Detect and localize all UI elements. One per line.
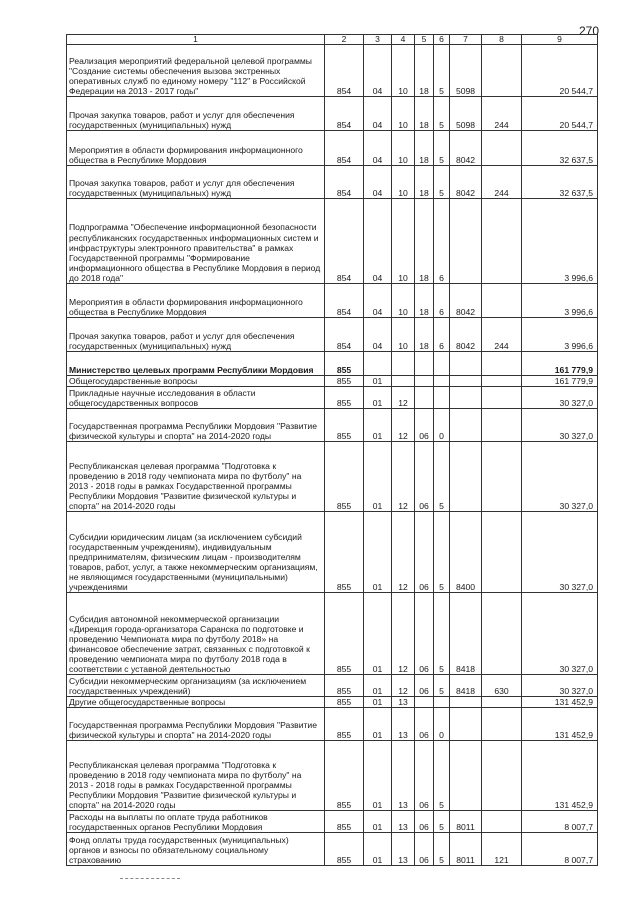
row-code-c2: 855 (325, 442, 364, 512)
row-code-c7: 8042 (450, 131, 482, 166)
row-code-c8 (482, 45, 522, 97)
row-code-c2: 854 (325, 284, 364, 318)
row-code-c4: 10 (392, 131, 415, 166)
row-amount: 30 327,0 (522, 675, 598, 697)
row-code-c2: 855 (325, 697, 364, 708)
row-code-c6: 5 (434, 593, 450, 675)
row-amount: 30 327,0 (522, 442, 598, 512)
row-code-c6 (434, 697, 450, 708)
row-code-c4: 13 (392, 697, 415, 708)
row-code-c4: 12 (392, 593, 415, 675)
row-code-c5 (415, 376, 434, 387)
table-row (67, 833, 598, 866)
row-code-c2: 854 (325, 199, 364, 284)
row-code-c5: 06 (415, 811, 434, 833)
header-row (67, 35, 598, 45)
table-row (67, 45, 598, 97)
row-code-c8: 244 (482, 166, 522, 199)
row-code-c8 (482, 199, 522, 284)
row-code-c7: 5098 (450, 45, 482, 97)
row-code-c6: 0 (434, 409, 450, 442)
table-row (67, 675, 598, 697)
row-code-c6: 5 (434, 166, 450, 199)
row-code-c2: 855 (325, 833, 364, 866)
row-code-c5: 06 (415, 675, 434, 697)
row-amount: 30 327,0 (522, 409, 598, 442)
row-amount: 8 007,7 (522, 833, 598, 866)
row-code-c6: 6 (434, 318, 450, 352)
row-code-c8 (482, 284, 522, 318)
row-code-c5: 06 (415, 708, 434, 741)
row-description: Подпрограмма "Обеспечение информационной безопасности республиканских государственных информационных систем и инфраструктуры электронного правительства" в рамках Государственной программы "Формирование информационного общества в Республике Мордовия в период до 2018 года" (67, 199, 325, 284)
row-code-c4: 13 (392, 741, 415, 811)
row-code-c6: 6 (434, 199, 450, 284)
row-code-c6: 5 (434, 97, 450, 131)
row-amount: 3 996,6 (522, 199, 598, 284)
row-amount: 3 996,6 (522, 284, 598, 318)
row-code-c7 (450, 442, 482, 512)
row-amount: 30 327,0 (522, 387, 598, 409)
col-header: 1 (67, 35, 325, 45)
row-code-c2: 854 (325, 166, 364, 199)
row-code-c2: 854 (325, 318, 364, 352)
row-code-c2: 855 (325, 352, 364, 376)
row-code-c8 (482, 387, 522, 409)
row-description: Министерство целевых программ Республики Мордовия (67, 352, 325, 376)
row-code-c2: 855 (325, 512, 364, 593)
row-description: Фонд оплаты труда государственных (муниципальных) органов и взносы по обязательному социальному страхованию (67, 833, 325, 866)
row-code-c5: 06 (415, 833, 434, 866)
row-description: Республиканская целевая программа "Подготовка к проведению в 2018 году чемпионата мира по футболу" на 2013 - 2018 годы в рамках Государственной программы Республики Мордовия "Развитие физической культуры и спорта" на 2014-2020 годы (67, 741, 325, 811)
row-code-c4: 10 (392, 166, 415, 199)
row-amount: 30 327,0 (522, 593, 598, 675)
row-description: Государственная программа Республики Мордовия "Развитие физической культуры и спорта" на 2014-2020 годы (67, 409, 325, 442)
row-code-c3: 04 (364, 318, 392, 352)
table-row (67, 387, 598, 409)
col-header: 2 (325, 35, 364, 45)
row-code-c5: 06 (415, 741, 434, 811)
row-code-c4: 12 (392, 387, 415, 409)
row-amount: 8 007,7 (522, 811, 598, 833)
table-row (67, 697, 598, 708)
table-row (67, 376, 598, 387)
row-code-c5: 06 (415, 512, 434, 593)
row-code-c6 (434, 387, 450, 409)
row-code-c5 (415, 697, 434, 708)
row-code-c2: 855 (325, 811, 364, 833)
row-code-c7: 8400 (450, 512, 482, 593)
row-code-c8: 630 (482, 675, 522, 697)
table-row (67, 284, 598, 318)
row-code-c3: 04 (364, 284, 392, 318)
row-description: Государственная программа Республики Мордовия "Развитие физической культуры и спорта" на 2014-2020 годы (67, 708, 325, 741)
row-code-c2: 855 (325, 741, 364, 811)
row-code-c5: 18 (415, 166, 434, 199)
row-code-c4: 12 (392, 442, 415, 512)
row-description: Мероприятия в области формирования информационного общества в Республике Мордовия (67, 131, 325, 166)
row-code-c5: 06 (415, 409, 434, 442)
table-row (67, 131, 598, 166)
row-code-c7: 8042 (450, 318, 482, 352)
row-code-c8 (482, 376, 522, 387)
row-code-c6: 5 (434, 833, 450, 866)
row-description: Мероприятия в области формирования информационного общества в Республике Мордовия (67, 284, 325, 318)
row-code-c7 (450, 708, 482, 741)
row-code-c6: 6 (434, 284, 450, 318)
row-code-c8 (482, 131, 522, 166)
row-code-c3: 04 (364, 45, 392, 97)
row-code-c5 (415, 387, 434, 409)
row-code-c2: 854 (325, 45, 364, 97)
table-row (67, 708, 598, 741)
table-row (67, 741, 598, 811)
row-code-c2: 855 (325, 409, 364, 442)
row-amount: 3 996,6 (522, 318, 598, 352)
row-code-c7: 8011 (450, 833, 482, 866)
row-code-c8 (482, 741, 522, 811)
row-code-c4: 10 (392, 318, 415, 352)
row-code-c5: 18 (415, 284, 434, 318)
row-code-c3 (364, 352, 392, 376)
row-code-c2: 854 (325, 97, 364, 131)
table-row (67, 811, 598, 833)
row-description: Реализация мероприятий федеральной целевой программы "Создание системы обеспечения вызова экстренных оперативных служб по единому номеру "112" в Российской Федерации на 2013 - 2017 годы" (67, 45, 325, 97)
row-code-c6 (434, 376, 450, 387)
row-amount: 32 637,5 (522, 131, 598, 166)
row-code-c3: 01 (364, 376, 392, 387)
row-code-c8: 244 (482, 318, 522, 352)
row-amount: 32 637,5 (522, 166, 598, 199)
row-code-c7 (450, 387, 482, 409)
row-amount: 20 544,7 (522, 97, 598, 131)
row-code-c4 (392, 352, 415, 376)
row-code-c3: 04 (364, 199, 392, 284)
row-code-c6: 5 (434, 442, 450, 512)
row-code-c3: 01 (364, 409, 392, 442)
budget-table (66, 34, 598, 866)
row-code-c7: 8011 (450, 811, 482, 833)
row-code-c2: 854 (325, 131, 364, 166)
row-code-c3: 01 (364, 387, 392, 409)
row-code-c6: 5 (434, 512, 450, 593)
row-description: Общегосударственные вопросы (67, 376, 325, 387)
row-description: Субсидии некоммерческим организациям (за исключением государственных учреждений) (67, 675, 325, 697)
table-row (67, 199, 598, 284)
row-code-c4: 10 (392, 45, 415, 97)
row-code-c6: 5 (434, 741, 450, 811)
row-description: Другие общегосударственные вопросы (67, 697, 325, 708)
page-number: 270 (579, 24, 600, 38)
row-code-c8 (482, 409, 522, 442)
col-header: 6 (434, 35, 450, 45)
row-code-c8 (482, 352, 522, 376)
row-code-c3: 04 (364, 166, 392, 199)
row-code-c3: 01 (364, 697, 392, 708)
row-description: Прочая закупка товаров, работ и услуг для обеспечения государственных (муниципальных) нужд (67, 318, 325, 352)
row-code-c7: 8042 (450, 166, 482, 199)
row-code-c3: 01 (364, 708, 392, 741)
col-header: 8 (482, 35, 522, 45)
row-code-c8 (482, 697, 522, 708)
col-header: 5 (415, 35, 434, 45)
row-code-c7 (450, 741, 482, 811)
row-code-c5: 18 (415, 45, 434, 97)
table-row (67, 593, 598, 675)
row-description: Прикладные научные исследования в области общегосударственных вопросов (67, 387, 325, 409)
row-code-c8 (482, 593, 522, 675)
row-code-c7 (450, 376, 482, 387)
row-code-c7 (450, 199, 482, 284)
row-code-c4: 13 (392, 708, 415, 741)
row-code-c8 (482, 708, 522, 741)
row-description: Прочая закупка товаров, работ и услуг для обеспечения государственных (муниципальных) нужд (67, 97, 325, 131)
row-code-c6: 5 (434, 45, 450, 97)
row-code-c7: 5098 (450, 97, 482, 131)
row-code-c7: 8042 (450, 284, 482, 318)
row-code-c8: 121 (482, 833, 522, 866)
row-code-c3: 04 (364, 131, 392, 166)
row-code-c8 (482, 811, 522, 833)
row-code-c6 (434, 352, 450, 376)
row-description: Субсидии юридическим лицам (за исключением субсидий государственным учреждениям), индивидуальным предпринимателям, физическим лицам - производителям товаров, работ, услуг, а также некоммерческим организациям, не являющимся государственными (муниципальными) учреждениями (67, 512, 325, 593)
row-code-c2: 855 (325, 376, 364, 387)
row-amount: 131 452,9 (522, 697, 598, 708)
row-code-c4: 12 (392, 675, 415, 697)
row-code-c6: 0 (434, 708, 450, 741)
row-code-c4 (392, 376, 415, 387)
row-code-c7 (450, 409, 482, 442)
row-code-c8 (482, 512, 522, 593)
table-row (67, 409, 598, 442)
row-code-c3: 01 (364, 512, 392, 593)
row-amount: 161 779,9 (522, 376, 598, 387)
row-code-c3: 01 (364, 833, 392, 866)
table-row (67, 512, 598, 593)
row-code-c4: 12 (392, 409, 415, 442)
row-code-c4: 12 (392, 512, 415, 593)
table-row (67, 318, 598, 352)
row-code-c5: 18 (415, 318, 434, 352)
col-header: 7 (450, 35, 482, 45)
row-code-c3: 04 (364, 97, 392, 131)
row-code-c3: 01 (364, 741, 392, 811)
row-code-c5: 06 (415, 442, 434, 512)
table-row (67, 166, 598, 199)
row-code-c4: 10 (392, 97, 415, 131)
row-amount: 131 452,9 (522, 741, 598, 811)
row-code-c2: 855 (325, 675, 364, 697)
row-description: Расходы на выплаты по оплате труда работников государственных органов Республики Мордовия (67, 811, 325, 833)
row-code-c7: 8418 (450, 593, 482, 675)
col-header: 4 (392, 35, 415, 45)
row-description: Субсидия автономной некоммерческой организации «Дирекция города-организатора Саранска по подготовке и проведению Чемпионата мира по футболу 2018» на финансовое обеспечение затрат, связанных с подготовкой к проведению чемпионата мира по футболу 2018 года в соответствии с уставной деятельностью (67, 593, 325, 675)
row-code-c4: 13 (392, 833, 415, 866)
row-code-c4: 10 (392, 199, 415, 284)
row-code-c7: 8418 (450, 675, 482, 697)
footer-divider (120, 878, 180, 879)
row-code-c2: 855 (325, 708, 364, 741)
row-code-c3: 01 (364, 593, 392, 675)
row-code-c7 (450, 352, 482, 376)
row-code-c6: 5 (434, 675, 450, 697)
row-code-c8 (482, 442, 522, 512)
row-code-c2: 855 (325, 593, 364, 675)
row-code-c3: 01 (364, 811, 392, 833)
row-code-c4: 10 (392, 284, 415, 318)
table-row (67, 442, 598, 512)
row-amount: 20 544,7 (522, 45, 598, 97)
row-code-c5: 18 (415, 97, 434, 131)
table-row (67, 352, 598, 376)
row-amount: 30 327,0 (522, 512, 598, 593)
row-code-c5: 18 (415, 131, 434, 166)
col-header: 9 (522, 35, 598, 45)
row-amount: 161 779,9 (522, 352, 598, 376)
row-description: Прочая закупка товаров, работ и услуг для обеспечения государственных (муниципальных) нужд (67, 166, 325, 199)
row-code-c5: 18 (415, 199, 434, 284)
row-code-c2: 855 (325, 387, 364, 409)
table-row (67, 97, 598, 131)
row-code-c6: 5 (434, 131, 450, 166)
row-code-c3: 01 (364, 675, 392, 697)
row-code-c7 (450, 697, 482, 708)
col-header: 3 (364, 35, 392, 45)
row-code-c5 (415, 352, 434, 376)
row-amount: 131 452,9 (522, 708, 598, 741)
row-code-c8: 244 (482, 97, 522, 131)
row-code-c3: 01 (364, 442, 392, 512)
row-code-c6: 5 (434, 811, 450, 833)
row-description: Республиканская целевая программа "Подготовка к проведению в 2018 году чемпионата мира по футболу" на 2013 - 2018 годы в рамках Государственной программы Республики Мордовия "Развитие физической культуры и спорта" на 2014-2020 годы (67, 442, 325, 512)
row-code-c5: 06 (415, 593, 434, 675)
row-code-c4: 13 (392, 811, 415, 833)
